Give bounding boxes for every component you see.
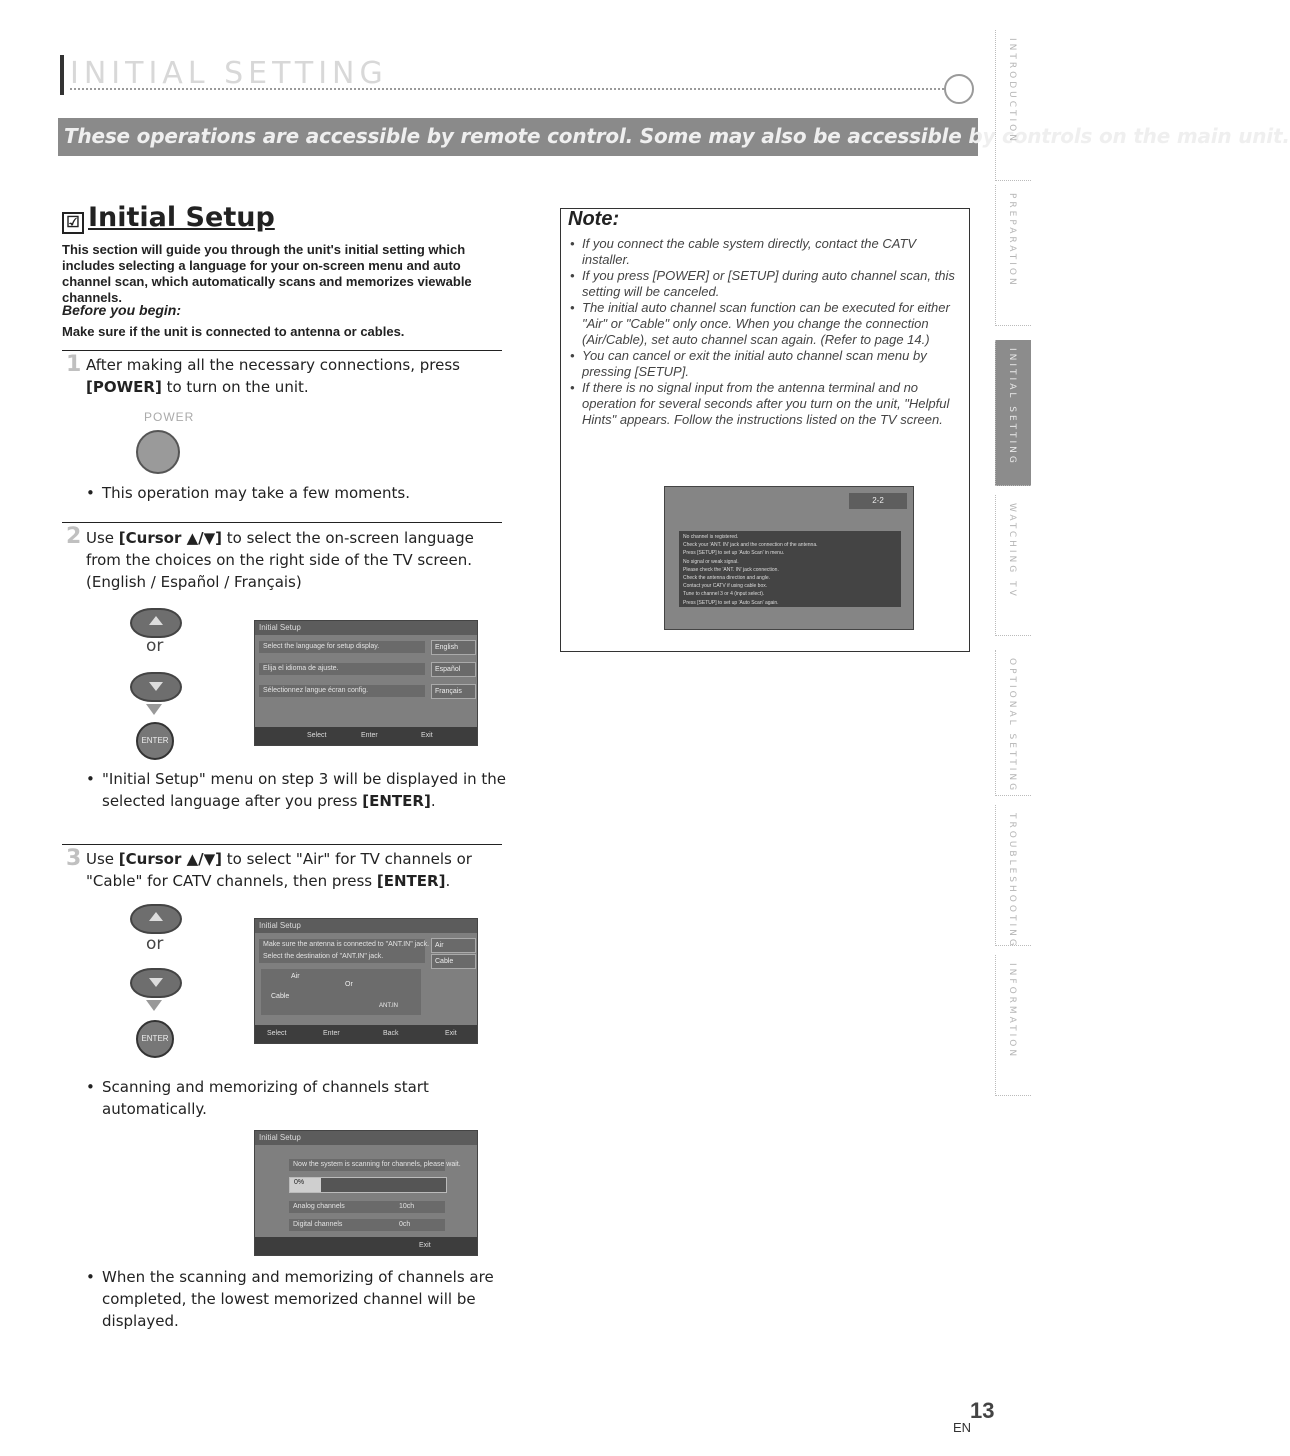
cursor-up-icon [130,608,182,638]
side-tab-initial-setting[interactable] [995,340,1031,486]
side-tab-label: TROUBLESHOOTING [1007,813,1017,949]
step-3-text: Use [Cursor ▲/▼] to select "Air" for TV channels or "Cable" for CATV channels, then press [ENTER]. [86,850,472,890]
side-tab-information[interactable] [995,955,1031,1096]
screen-line: Select the destination of "ANT.IN" jack. [259,951,425,963]
enter-key: [ENTER] [362,792,431,810]
note-item: • The initial auto channel scan function can be executed for either "Air" or "Cable" only once. When you change the connection (Air/Cable), set auto channel scan again. (Refer to page 14.) [568,300,962,348]
screen-option-francais: Français [431,684,476,699]
side-tab-introduction[interactable] [995,30,1031,181]
footer-exit: Exit [421,732,433,739]
or-label: or [146,636,164,656]
footer-select: Select [307,732,327,739]
side-tab-label: INITIAL SETTING [1007,348,1017,466]
header-accent-bar [60,55,64,95]
tv-screen-air-cable [254,918,478,1044]
screen-line: Make sure the antenna is connected to "ANT.IN" jack. [259,939,425,951]
side-tab-watching-tv[interactable] [995,495,1031,636]
channel-indicator: 2-2 [849,493,907,509]
connection-diagram: Air Cable Or ANT.IN [261,969,421,1015]
screen-option-espanol: Español [431,662,476,677]
header-circle-ornament [944,74,974,104]
step-number-2: 2 [66,524,82,549]
screen-title: Initial Setup [255,919,477,933]
side-tab-label: OPTIONAL SETTING [1007,658,1017,794]
accessibility-banner [58,118,1290,156]
cursor-up-icon [130,904,182,934]
page-language: EN [953,1420,972,1435]
screen-option-cable: Cable [431,954,476,969]
note-item: • If you connect the cable system directly, contact the CATV installer. [568,236,962,268]
cursor-key: [Cursor ▲/▼] [118,529,222,547]
tv-screen-helpful-hints [664,486,914,630]
tv-screen-language [254,620,478,746]
section-intro: This section will guide you through the unit's initial setting which includes selecting a language for your on-screen menu and auto channel scan, which automatically scans and memorizes viewable channels. [62,242,472,305]
step-divider [62,350,502,351]
power-button-label: POWER [144,410,195,424]
note-item: • If there is no signal input from the antenna terminal and no operation for several seconds after you turn on the unit, "Helpful Hints" appears. Follow the instructions listed on the TV screen. [568,380,962,428]
side-tab-label: INFORMATION [1007,963,1017,1060]
side-tab-label: PREPARATION [1007,193,1017,288]
side-tab-troubleshooting[interactable] [995,805,1031,949]
section-title: Initial Setup [88,202,275,233]
page-number: 13 [970,1398,995,1423]
enter-button-icon: ENTER [136,1020,174,1058]
checkbox-icon: ☑ [62,212,84,234]
screen-option-air: Air [431,938,476,953]
screen-title: Initial Setup [255,1131,477,1145]
banner-text: These operations are accessible by remote control. Some may also be accessible by controls on the main unit. [64,124,1290,148]
note-item: • If you press [POWER] or [SETUP] during auto channel scan, this setting will be canceled. [568,268,962,300]
side-tab-label: INTRODUCTION [1007,38,1017,144]
before-you-begin-text: Make sure if the unit is connected to antenna or cables. [62,324,405,339]
power-button-icon [136,430,180,474]
tv-screen-scanning [254,1130,478,1256]
step-number-3: 3 [66,846,82,871]
note-list [568,236,962,428]
note-item: • You can cancel or exit the initial auto channel scan menu by pressing [SETUP]. [568,348,962,380]
power-key: [POWER] [86,378,162,396]
arrow-down-icon [146,1000,162,1011]
screen-line: Sélectionnez langue écran config. [259,685,425,697]
or-label: or [146,934,164,954]
screen-line: Now the system is scanning for channels, please wait. [289,1159,445,1171]
step-3-bullet: • Scanning and memorizing of channels start automatically. [86,1076,506,1120]
screen-option-english: English [431,640,476,655]
note-heading: Note: [568,208,620,230]
step-divider [62,522,502,523]
page-section-title: INITIAL SETTING [70,56,388,91]
step-1-text: After making all the necessary connections, press [POWER] to turn on the unit. [86,356,460,396]
screen-title: Initial Setup [255,621,477,635]
step-2-text: Use [Cursor ▲/▼] to select the on-screen language from the choices on the right side of the TV screen. (English / Español / Français) [86,529,474,591]
digital-channels-row: Digital channels 0ch [289,1219,445,1231]
cursor-down-icon [130,968,182,998]
scan-progress-text: 0% [294,1179,305,1186]
step-number-1: 1 [66,352,82,377]
screen-line: Select the language for setup display. [259,641,425,653]
screen-line: Elija el idioma de ajuste. [259,663,425,675]
side-tab-label: WATCHING TV [1007,503,1017,599]
header-dotted-rule [70,88,960,90]
cursor-down-icon [130,672,182,702]
step-divider [62,844,502,845]
screen-footer: Select Enter Back Exit [255,1025,477,1043]
side-tab-optional-setting[interactable] [995,650,1031,796]
enter-button-icon: ENTER [136,722,174,760]
before-you-begin-heading: Before you begin: [62,302,182,318]
footer-enter: Enter [361,732,378,739]
helpful-hints-panel: No channel is registered. Check your 'ANT. IN' jack and the connection of the antenna. Press [SETUP] to set up 'Auto Scan' in menu. No signal or weak signal. Please check the 'ANT. IN' jack connection. Check the antenna direction and angle. Contact your CATV if using cable box. Tune to channel 3 or 4 (input select). Press [SETUP] to set up 'Auto Scan' again. [679,531,901,607]
step-2-bullet: • "Initial Setup" menu on step 3 will be displayed in the selected language after you press [ENTER]. [86,768,506,812]
screen-footer: Exit [255,1237,477,1255]
side-tab-preparation[interactable] [995,185,1031,326]
scan-progress-bar [289,1177,447,1193]
cursor-key: [Cursor ▲/▼] [118,850,222,868]
screen-footer [255,727,477,745]
enter-key: [ENTER] [376,872,446,890]
step-3-bullet-2: • When the scanning and memorizing of channels are completed, the lowest memorized channel will be displayed. [86,1266,506,1332]
step-1-bullet: • This operation may take a few moments. [86,482,506,504]
arrow-down-icon [146,704,162,715]
analog-channels-row: Analog channels 10ch [289,1201,445,1213]
